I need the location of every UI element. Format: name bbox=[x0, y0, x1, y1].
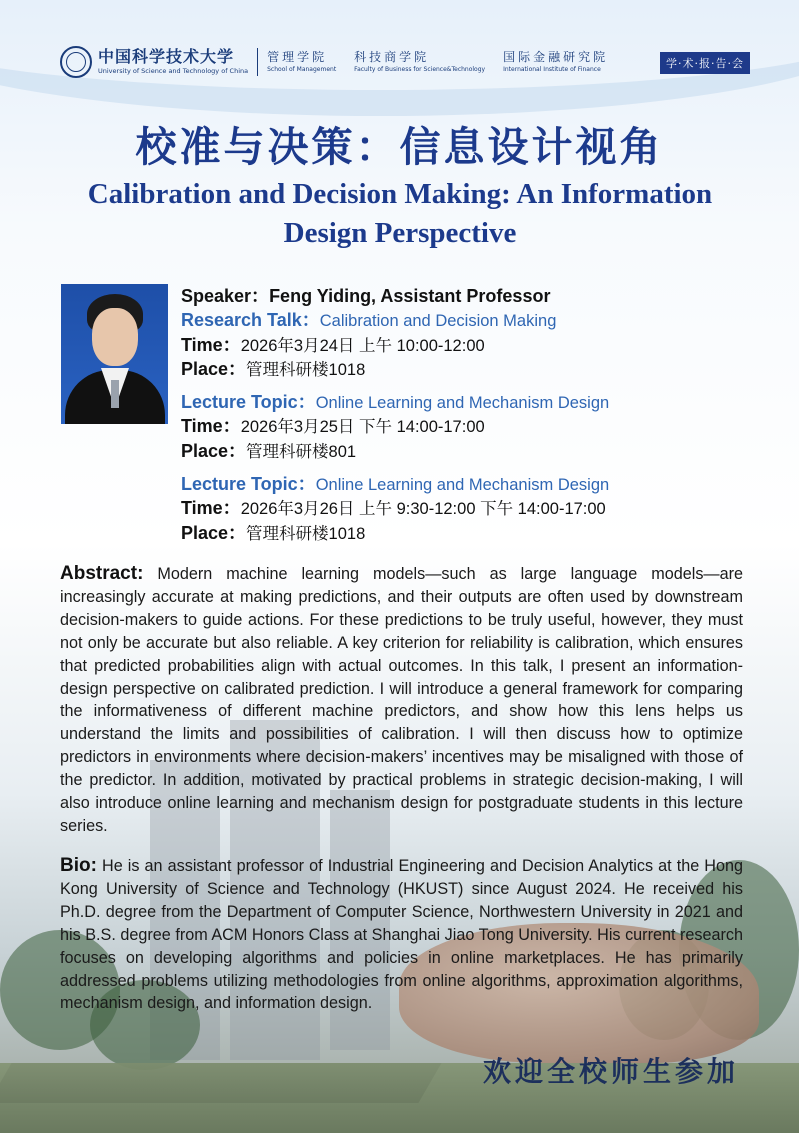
session-3-time bbox=[181, 494, 606, 520]
title-english: Calibration and Decision Making: An Information Design Perspective bbox=[87, 178, 713, 249]
school-business bbox=[354, 51, 485, 73]
speaker-row bbox=[181, 282, 550, 308]
place-value: 管理科研楼1018 bbox=[246, 525, 366, 543]
header-bar bbox=[60, 44, 750, 80]
seminar-badge: 学·术·报·告·会 bbox=[660, 52, 750, 74]
bio-section bbox=[60, 855, 743, 1015]
school-name-cn: 国际金融研究院 bbox=[503, 50, 609, 64]
time-value: 2026年3月24日 上午 10:00-12:00 bbox=[240, 337, 485, 355]
header-divider bbox=[257, 48, 258, 76]
school-name-cn: 科技商学院 bbox=[354, 50, 430, 64]
topic-value: Calibration and Decision Making bbox=[319, 312, 557, 330]
place-label: Place： bbox=[181, 523, 247, 543]
school-name-en: School of Management bbox=[267, 66, 337, 73]
session-2-time bbox=[181, 412, 485, 438]
school-name-en: Faculty of Business for Science&Technology bbox=[354, 66, 486, 73]
time-value: 2026年3月26日 上午 9:30-12:00 下午 14:00-17:00 bbox=[240, 500, 606, 518]
topic-label: Lecture Topic： bbox=[181, 392, 316, 412]
topic-value: Online Learning and Mechanism Design bbox=[315, 394, 610, 412]
university-seal-icon bbox=[60, 46, 92, 78]
time-label: Time： bbox=[181, 498, 241, 518]
topic-value: Online Learning and Mechanism Design bbox=[315, 476, 610, 494]
school-name-en: International Institute of Finance bbox=[503, 66, 601, 73]
speaker-photo bbox=[61, 284, 168, 424]
session-3-topic bbox=[181, 470, 609, 496]
speaker-label: Speaker： bbox=[181, 286, 270, 306]
place-value: 管理科研楼801 bbox=[246, 443, 357, 461]
time-label: Time： bbox=[181, 335, 241, 355]
place-value: 管理科研楼1018 bbox=[246, 361, 366, 379]
session-2-topic bbox=[181, 388, 609, 414]
university-name-cn: 中国科学技术大学 bbox=[98, 47, 235, 67]
time-value: 2026年3月25日 下午 14:00-17:00 bbox=[240, 418, 485, 436]
bio-label: Bio: bbox=[60, 855, 97, 876]
topic-label: Research Talk： bbox=[181, 310, 320, 330]
title-chinese: 校准与决策：信息设计视角 bbox=[135, 123, 664, 171]
time-label: Time： bbox=[181, 416, 241, 436]
school-name-cn: 管理学院 bbox=[267, 50, 328, 64]
place-label: Place： bbox=[181, 359, 247, 379]
abstract-section bbox=[60, 563, 743, 838]
school-management bbox=[267, 51, 336, 73]
topic-label: Lecture Topic： bbox=[181, 474, 316, 494]
session-2-place bbox=[181, 437, 356, 463]
session-1-topic bbox=[181, 306, 556, 332]
place-label: Place： bbox=[181, 441, 247, 461]
session-1-time bbox=[181, 331, 485, 357]
abstract-text: Modern machine learning models—such as large language models—are increasingly accurate at making predictions, and their outputs are often used by downstream decision-makers to guide actions. For these predictions to be truly useful, however, they must not only be accurate but also reliable. A key criterion for reliability is calibration, which ensures that predicted probabilities align with actual outcomes. In this talk, I present an information-design perspective on calibrated prediction. I will introduce a general framework for comparing the informativeness of different machine predictors, and show how this lens helps us understand the limits and possibilities of calibration. I will then discuss how to optimize predictors in environments where decision-makers’ incentives may be misaligned with those of the predictor. In addition, motivated by practical problems in strategic decision-making, I will also introduce online learning and mechanism design for postgraduate students in this lecture series. bbox=[60, 565, 744, 835]
speaker-name: Feng Yiding, Assistant Professor bbox=[269, 286, 551, 306]
session-3-place bbox=[181, 519, 365, 545]
school-finance bbox=[503, 51, 608, 73]
university-name-en: University of Science and Technology of China bbox=[98, 67, 249, 76]
abstract-label: Abstract: bbox=[60, 563, 144, 584]
welcome-text: 欢迎全校师生参加 bbox=[482, 1055, 739, 1088]
bio-text: He is an assistant professor of Industrial Engineering and Decision Analytics at the Hong Kong University of Science and Technology (HKUST) since August 2024. He received his Ph.D. degree from the Department of Computer Science, Northwestern University in 2021 and his B.S. degree from ACM Honors Class at Shanghai Jiao Tong University. His current research focuses on developing algorithms and policies in online marketplaces. He has primarily addressed problems utilizing methodologies from online algorithms, approximation algorithms, mechanism design, and information design. bbox=[60, 857, 743, 1013]
session-1-place bbox=[181, 355, 365, 381]
